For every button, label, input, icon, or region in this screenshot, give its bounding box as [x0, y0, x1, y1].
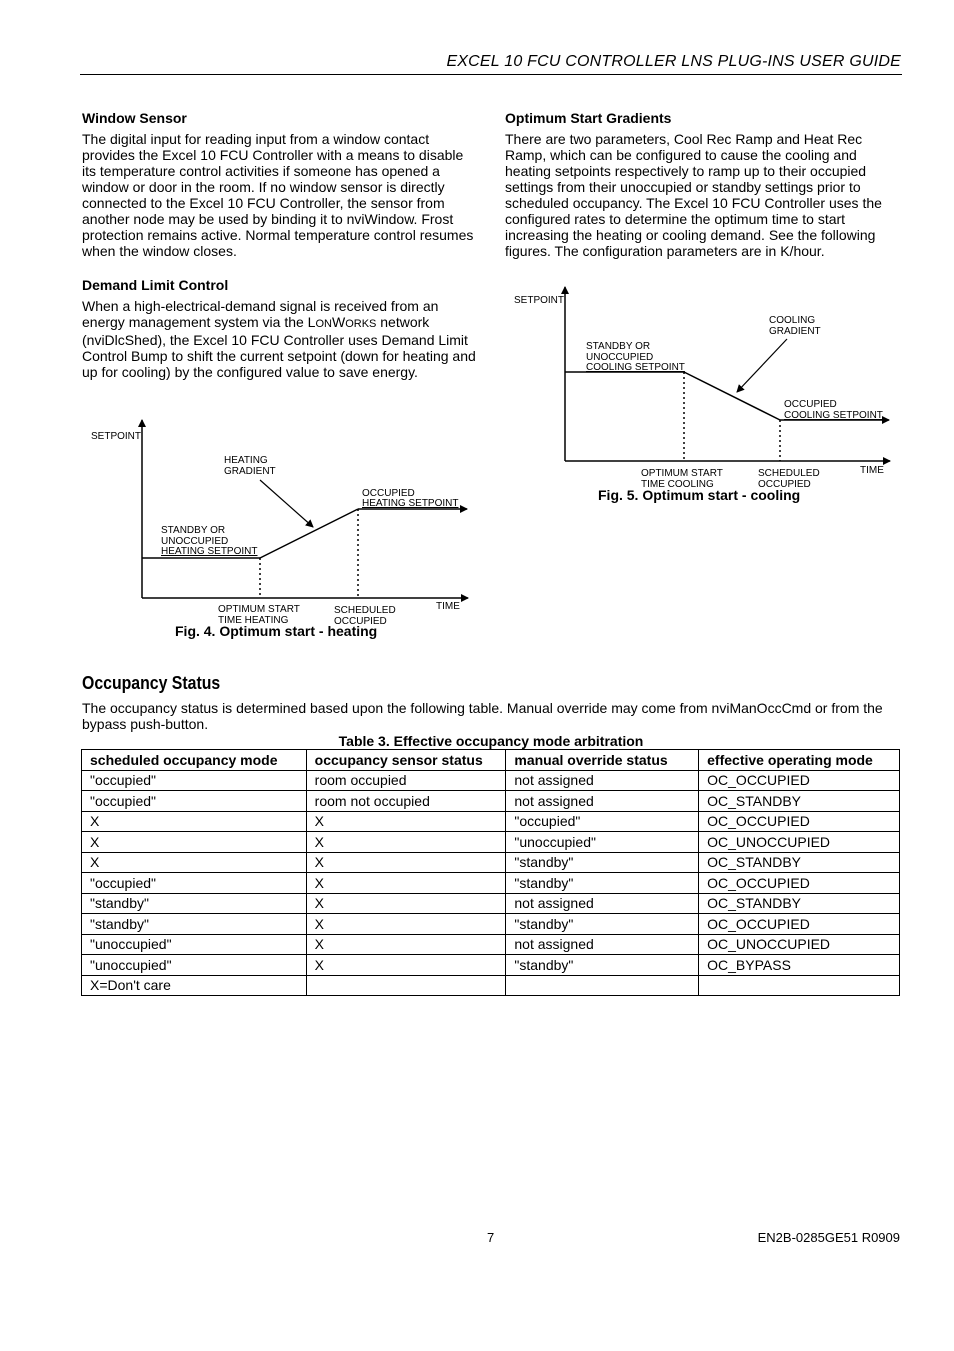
x-mark1-label-2: TIME HEATING	[218, 615, 289, 626]
table-row	[82, 832, 900, 853]
end-label-1: OCCUPIED	[362, 488, 415, 499]
table-cell: OC_UNOCCUPIED	[699, 832, 900, 853]
table-cell: X	[306, 955, 506, 976]
table-cell: X	[82, 832, 307, 853]
table-cell: X	[82, 852, 307, 873]
table-cell: "standby"	[82, 893, 307, 914]
table-cell: OC_STANDBY	[699, 893, 900, 914]
start-label-3: COOLING SETPOINT	[586, 362, 685, 373]
table-row	[82, 873, 900, 894]
column-header: occupancy sensor status	[306, 750, 506, 771]
column-header: effective operating mode	[699, 750, 900, 771]
table-cell: not assigned	[506, 770, 699, 791]
table-cell: OC_OCCUPIED	[699, 770, 900, 791]
table-cell: room occupied	[306, 770, 506, 791]
table-cell: X	[82, 811, 307, 832]
table-cell: "unoccupied"	[82, 955, 307, 976]
column-header: manual override status	[506, 750, 699, 771]
table-cell: "occupied"	[82, 791, 307, 812]
x-axis-label: TIME	[436, 601, 460, 612]
table-cell: OC_OCCUPIED	[699, 811, 900, 832]
heating-diagram	[80, 412, 480, 627]
table-cell: "standby"	[82, 914, 307, 935]
table-cell: "standby"	[506, 873, 699, 894]
table-cell	[506, 975, 699, 996]
header-rule	[80, 74, 902, 75]
x-mark2-label-1: SCHEDULED	[334, 605, 396, 616]
right-column	[505, 110, 900, 259]
x-axis-label: TIME	[860, 465, 884, 476]
table-cell: not assigned	[506, 893, 699, 914]
table-cell: "occupied"	[82, 770, 307, 791]
table-cell: "unoccupied"	[82, 934, 307, 955]
table-cell: not assigned	[506, 791, 699, 812]
table-row	[82, 791, 900, 812]
table-cell: X	[306, 873, 506, 894]
table-row	[82, 852, 900, 873]
table-cell: "standby"	[506, 955, 699, 976]
x-mark2-label-1: SCHEDULED	[758, 468, 820, 479]
table-cell: OC_OCCUPIED	[699, 914, 900, 935]
table-row	[82, 914, 900, 935]
x-mark2-label-2: OCCUPIED	[758, 479, 811, 490]
table-cell: X=Don't care	[82, 975, 307, 996]
table-cell	[699, 975, 900, 996]
start-label-2: UNOCCUPIED	[161, 536, 229, 547]
optimum-start-text: There are two parameters, Cool Rec Ramp and Heat Rec Ramp, which can be configured to cause the cooling and heating setpoints respectively to ramp up to their occupied settings from their unoccupied or standby settings prior to scheduled occupancy. The Excel 10 FCU Controller uses the configured rates to determine the optimum time to start increasing the heating or cooling demand. See the following figures. The configuration parameters are in K/hour.	[505, 131, 882, 259]
gradient-pointer	[260, 480, 313, 527]
table-cell: X	[306, 852, 506, 873]
table-row	[82, 811, 900, 832]
y-axis-label: SETPOINT	[91, 431, 142, 442]
table-cell: "unoccupied"	[506, 832, 699, 853]
table-row	[82, 770, 900, 791]
table-row	[82, 934, 900, 955]
demand-limit-heading: Demand Limit Control	[82, 277, 229, 293]
gradient-label-1: HEATING	[224, 455, 268, 466]
demand-limit-text: When a high-electrical-demand signal is received from an energy management system via the LONWORKS network (nviDlcShed), the Excel 10 FCU Controller uses Demand Limit Control Bump to shift the current setpoint (down for heating and up for cooling) by the configured value to save energy.	[82, 298, 476, 380]
table-cell: "occupied"	[82, 873, 307, 894]
gradient-label-2: GRADIENT	[224, 466, 276, 477]
occupancy-arbitration-table	[81, 749, 900, 996]
table-cell: not assigned	[506, 934, 699, 955]
figure-optimum-start-heating	[80, 412, 480, 627]
table-cell: "standby"	[506, 852, 699, 873]
window-sensor-text: The digital input for reading input from a window contact provides the Excel 10 FCU Controller with a means to disable its temperature control activities if someone has opened a window or door in the room. If no window sensor is directly connected to the Excel 10 FCU Controller, the sensor from another node may be used by binding it to nviWindow. Frost protection remains active. Normal temperature control resumes when the window closes.	[82, 131, 474, 259]
table-cell: X	[306, 934, 506, 955]
table-row	[82, 975, 900, 996]
table-cell: OC_OCCUPIED	[699, 873, 900, 894]
window-sensor-heading: Window Sensor	[82, 110, 187, 126]
table-cell: X	[306, 811, 506, 832]
left-column	[82, 110, 478, 380]
table-cell	[306, 975, 506, 996]
start-label-2: UNOCCUPIED	[586, 352, 654, 363]
x-mark2-label-2: OCCUPIED	[334, 616, 387, 627]
start-label-1: STANDBY OR	[161, 525, 226, 536]
table-cell: X	[306, 914, 506, 935]
cooling-ramp-line	[684, 372, 780, 420]
end-label-2: HEATING SETPOINT	[362, 498, 459, 509]
heating-ramp-line	[260, 509, 358, 558]
y-axis-label: SETPOINT	[514, 295, 565, 306]
x-mark1-label-2: TIME COOLING	[641, 479, 714, 490]
table-cell: OC_BYPASS	[699, 955, 900, 976]
gradient-pointer	[737, 339, 787, 392]
table-cell: X	[306, 893, 506, 914]
table-cell: OC_UNOCCUPIED	[699, 934, 900, 955]
table-row	[82, 893, 900, 914]
table-cell: "standby"	[506, 914, 699, 935]
optimum-start-heading: Optimum Start Gradients	[505, 110, 672, 126]
table-cell: OC_STANDBY	[699, 791, 900, 812]
end-label-1: OCCUPIED	[784, 399, 837, 410]
occupancy-heading: Occupancy Status	[82, 673, 221, 693]
start-label-3: HEATING SETPOINT	[161, 546, 258, 557]
x-mark1-label-1: OPTIMUM START	[218, 604, 300, 615]
table-cell: OC_STANDBY	[699, 852, 900, 873]
figure-optimum-start-cooling	[505, 279, 905, 491]
cooling-diagram	[505, 279, 905, 491]
fig5-caption: Fig. 5. Optimum start - cooling	[598, 487, 801, 503]
fig4-caption: Fig. 4. Optimum start - heating	[175, 623, 378, 639]
x-mark1-label-1: OPTIMUM START	[641, 468, 723, 479]
table-cell: "occupied"	[506, 811, 699, 832]
gradient-label-2: GRADIENT	[769, 326, 821, 337]
page-number: 7	[487, 1230, 495, 1245]
occupancy-text: The occupancy status is determined based upon the following table. Manual override may come from nviManOccCmd or from the bypass push-button.	[82, 700, 883, 732]
table-cell: room not occupied	[306, 791, 506, 812]
document-id: EN2B-0285GE51 R0909	[757, 1230, 900, 1245]
table-row	[82, 955, 900, 976]
gradient-label-1: COOLING	[769, 315, 816, 326]
table-caption: Table 3. Effective occupancy mode arbitration	[338, 733, 644, 749]
table-cell: X	[306, 832, 506, 853]
running-header: EXCEL 10 FCU CONTROLLER LNS PLUG-INS USER GUIDE	[446, 53, 901, 70]
table-header-row	[82, 750, 900, 771]
start-label-1: STANDBY OR	[586, 341, 651, 352]
column-header: scheduled occupancy mode	[82, 750, 307, 771]
end-label-2: COOLING SETPOINT	[784, 410, 883, 421]
